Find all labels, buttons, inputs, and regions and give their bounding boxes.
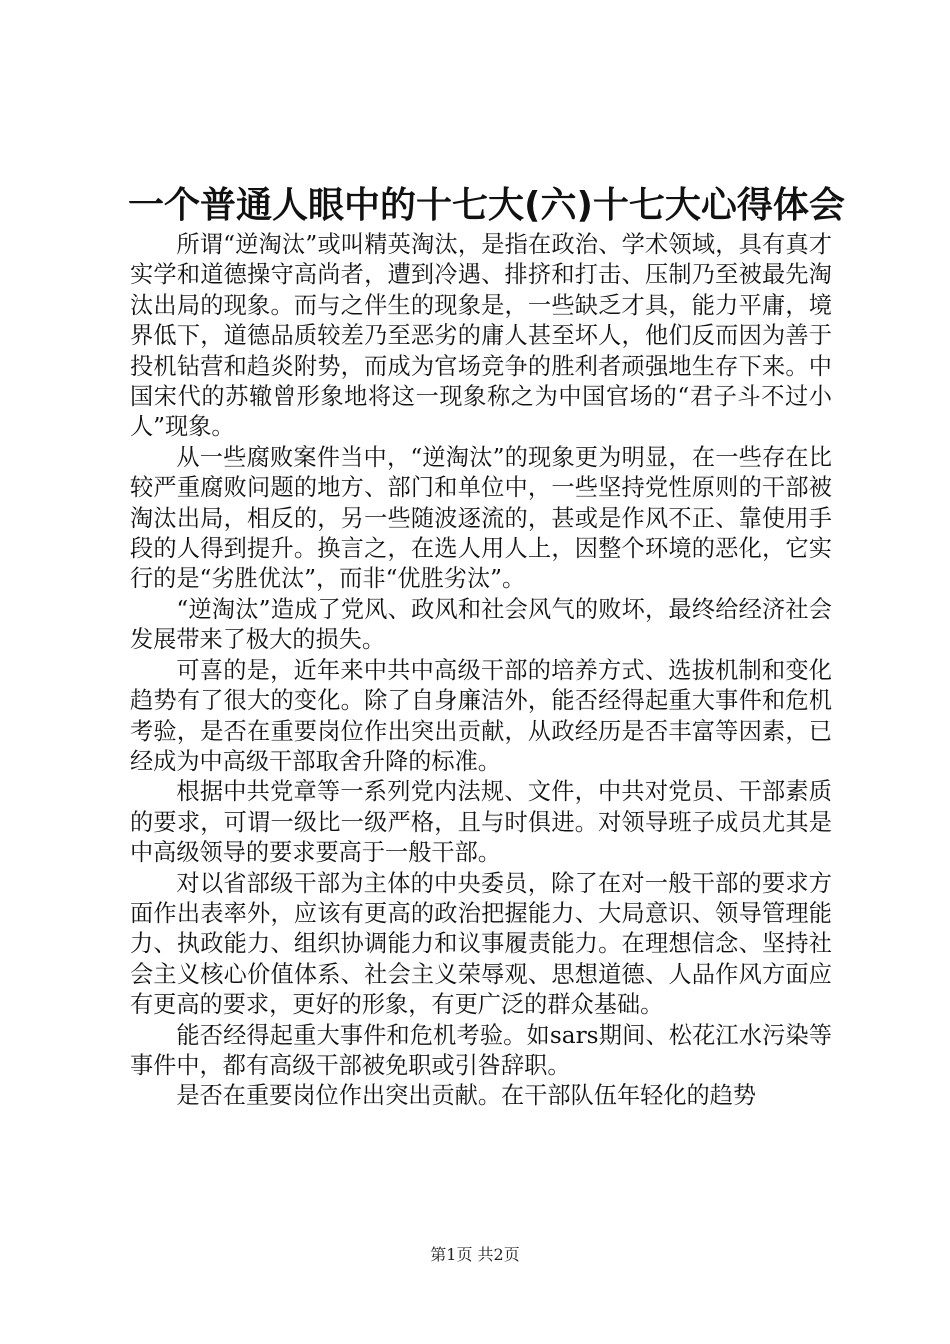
paragraph: 从一些腐败案件当中，“逆淘汰”的现象更为明显，在一些存在比较严重腐败问题的地方、部门和单位中，一些坚持党性原则的干部被淘汰出局，相反的，另一些随波逐流的，甚或是作风不正、靠使用手段的人得到提升。换言之，在选人用人上，因整个环境的恶化，它实行的是“劣胜优汰”，而非“优胜劣汰”。 — [130, 443, 832, 593]
document-body — [130, 230, 832, 1112]
paragraph: “逆淘汰”造成了党风、政风和社会风气的败坏，最终给经济社会发展带来了极大的损失。 — [130, 595, 832, 654]
paragraph: 能否经得起重大事件和危机考验。如sars期间、松花江水污染等事件中，都有高级干部被免职或引咎辞职。 — [130, 1021, 832, 1079]
document-title: 一个普通人眼中的十七大(六)十七大心得体会 — [128, 185, 845, 226]
paragraph: 是否在重要岗位作出突出贡献。在干部队伍年轻化的趋势 — [176, 1082, 757, 1110]
paragraph: 根据中共党章等一系列党内法规、文件，中共对党员、干部素质的要求，可谓一级比一级严格，且与时俱进。对领导班子成员尤其是中高级领导的要求要高于一般干部。 — [130, 778, 832, 867]
paragraph: 可喜的是，近年来中共中高级干部的培养方式、选拔机制和变化趋势有了很大的变化。除了自身廉洁外，能否经得起重大事件和危机考验，是否在重要岗位作出突出贡献，从政经历是否丰富等因素，已经成为中高级干部取舍升降的标准。 — [130, 656, 832, 775]
paragraph: 对以省部级干部为主体的中央委员，除了在对一般干部的要求方面作出表率外，应该有更高的政治把握能力、大局意识、领导管理能力、执政能力、组织协调能力和议事履责能力。在理想信念、坚持社会主义核心价值体系、社会主义荣辱观、思想道德、人品作风方面应有更高的要求，更好的形象，有更广泛的群众基础。 — [130, 869, 832, 1019]
paragraph: 所谓“逆淘汰”或叫精英淘汰，是指在政治、学术领域，具有真才实学和道德操守高尚者，遭到冷遇、排挤和打击、压制乃至被最先淘汰出局的现象。而与之伴生的现象是，一些缺乏才具，能力平庸，境界低下，道德品质较差乃至恶劣的庸人甚至坏人，他们反而因为善于投机钻营和趋炎附势，而成为官场竞争的胜利者顽强地生存下来。中国宋代的苏辙曾形象地将这一现象称之为中国官场的“君子斗不过小人”现象。 — [130, 231, 832, 441]
page-number-footer: 第1页 共2页 — [430, 1245, 520, 1264]
